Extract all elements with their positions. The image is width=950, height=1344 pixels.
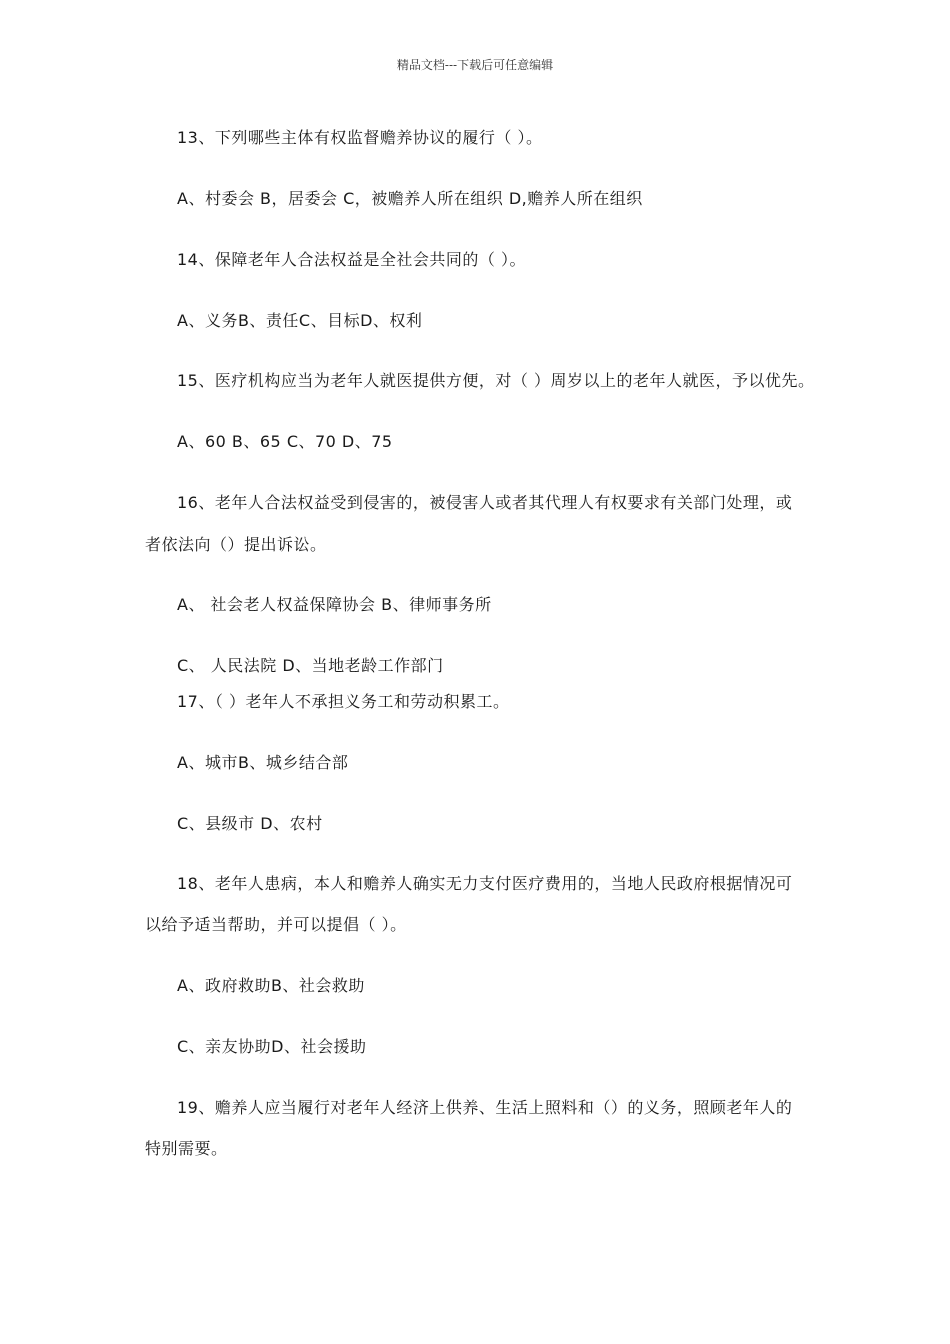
question-16-line-2: 者依法向（）提出诉讼。 (145, 535, 327, 554)
question-19-line-2: 特别需要。 (145, 1139, 228, 1158)
question-16-line-1: 16、老年人合法权益受到侵害的，被侵害人或者其代理人有权要求有关部门处理，或 (177, 493, 793, 512)
question-18-line-2: 以给予适当帮助，并可以提倡（ ）。 (145, 915, 407, 934)
answer-options-15: A、60 B、65 C、70 D、75 (177, 432, 393, 451)
question-17: 17、（ ）老年人不承担义务工和劳动积累工。 (177, 692, 510, 711)
question-19-line-1: 19、赡养人应当履行对老年人经济上供养、生活上照料和（）的义务，照顾老年人的 (177, 1098, 793, 1117)
answer-options-16-cd: C、 人民法院 D、当地老龄工作部门 (177, 656, 444, 675)
question-18-line-1: 18、老年人患病，本人和赡养人确实无力支付医疗费用的，当地人民政府根据情况可 (177, 874, 793, 893)
answer-options-14: A、义务B、责任C、目标D、权利 (177, 311, 423, 330)
answer-options-17-cd: C、县级市 D、农村 (177, 814, 323, 833)
question-13: 13、下列哪些主体有权监督赡养协议的履行（ ）。 (177, 128, 543, 147)
question-14: 14、保障老年人合法权益是全社会共同的（ ）。 (177, 250, 526, 269)
question-15: 15、医疗机构应当为老年人就医提供方便，对（ ）周岁以上的老年人就医，予以优先。 (177, 371, 815, 390)
answer-options-18-ab: A、政府救助B、社会救助 (177, 976, 365, 995)
page-header: 精品文档---下载后可任意编辑 (396, 58, 554, 72)
answer-options-17-ab: A、城市B、城乡结合部 (177, 753, 349, 772)
answer-options-18-cd: C、亲友协助D、社会援助 (177, 1037, 367, 1056)
answer-options-13: A、村委会 B，居委会 C，被赡养人所在组织 D,赡养人所在组织 (177, 189, 643, 208)
answer-options-16-ab: A、 社会老人权益保障协会 B、律师事务所 (177, 595, 492, 614)
